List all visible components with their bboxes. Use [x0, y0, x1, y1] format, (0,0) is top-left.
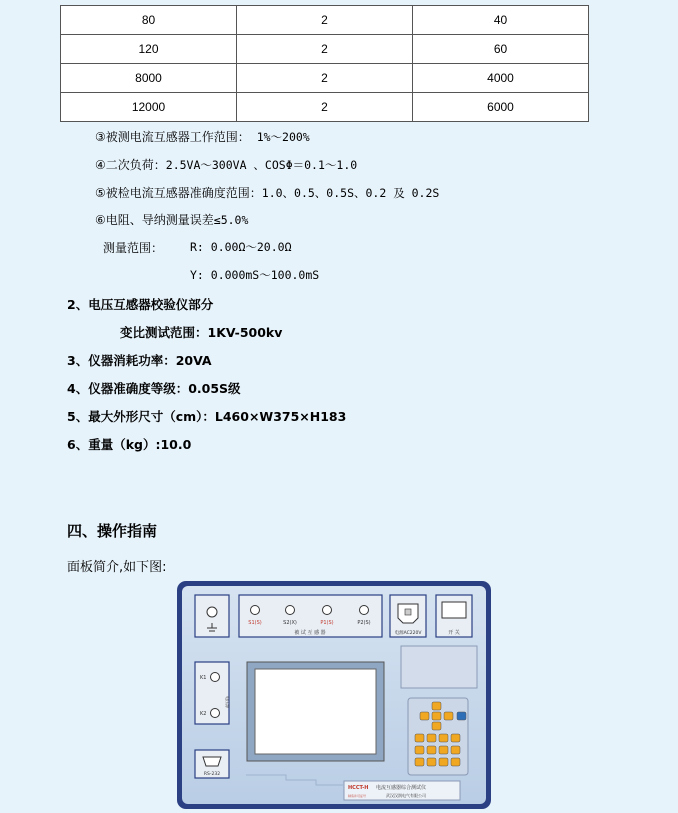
table-cell: 120 [61, 35, 237, 64]
license-label: 制造许可证号 [348, 794, 367, 798]
key-left [420, 712, 429, 720]
ct-item-4: ④二次负荷：2.5VA～300VA 、COSΦ＝0.1～1.0 [95, 158, 358, 172]
table-cell: 2 [237, 35, 413, 64]
table-cell: 12000 [61, 93, 237, 122]
ct-item-6: ⑥电阻、导纳测量误差≤5.0% [95, 213, 249, 227]
section-2-pt: 2、电压互感器校验仪部分 [67, 297, 214, 312]
maker-label: 武汉汉润电气有限公司 [386, 793, 426, 798]
ratio-table [60, 5, 589, 122]
measure-range-label: 测量范围： [103, 241, 164, 255]
power-switch [442, 602, 466, 618]
ground-terminal [207, 607, 217, 617]
section-2-ratio-range: 变比测试范围：1KV-500kv [120, 325, 283, 340]
terminal-group-label: 被 试 互 感 器 [294, 630, 326, 636]
terminal-p2 [360, 606, 369, 615]
key-up [432, 702, 441, 710]
switch-label: 开 关 [448, 630, 460, 636]
power-label: 电源AC220V [394, 631, 422, 636]
table-cell: 2 [237, 6, 413, 35]
key-number [439, 758, 448, 766]
table-cell: 2 [237, 93, 413, 122]
k2-label: K2 [200, 711, 207, 717]
section-3-power: 3、仪器消耗功率：20VA [67, 353, 212, 368]
table-cell: 4000 [413, 64, 589, 93]
model-label: HCCT-H [348, 785, 369, 791]
key-function [457, 712, 466, 720]
table-cell: 40 [413, 6, 589, 35]
terminal-s2-label: S2(X) [283, 620, 297, 626]
terminal-k2 [211, 709, 220, 718]
section-5-dimensions: 5、最大外形尺寸（cm）：L460×W375×H183 [67, 409, 347, 424]
ct-item-5: ⑤被检电流互感器准确度范围：1.0、0.5、0.5S、0.2 及 0.2S [95, 186, 440, 200]
key-number [415, 746, 424, 754]
product-label: 电流互感器综合测试仪 [376, 785, 427, 791]
table-cell: 6000 [413, 93, 589, 122]
key-right [444, 712, 453, 720]
table-row [61, 6, 589, 35]
table-cell: 8000 [61, 64, 237, 93]
terminal-p1 [323, 606, 332, 615]
table-cell: 60 [413, 35, 589, 64]
guide-intro: 面板简介,如下图: [67, 560, 167, 575]
key-number [451, 734, 460, 742]
key-number [451, 758, 460, 766]
measure-range-r: R: 0.00Ω～20.0Ω [190, 240, 292, 254]
table-row [61, 93, 589, 122]
key-down [432, 722, 441, 730]
terminal-s1-label: S1(S) [248, 620, 262, 626]
table-cell: 80 [61, 6, 237, 35]
section-6-weight: 6、重量（kg）:10.0 [67, 437, 192, 452]
table-row [61, 35, 589, 64]
k-group-label: 电压源 [225, 696, 230, 708]
ct-item-3: ③被测电流互感器工作范围： 1%～200% [95, 130, 310, 144]
key-number [415, 758, 424, 766]
key-number [427, 746, 436, 754]
front-panel-illustration [176, 580, 492, 810]
section-4-accuracy: 4、仪器准确度等级：0.05S级 [67, 381, 241, 396]
terminal-p1-label: P1(S) [320, 620, 334, 626]
terminal-s2 [286, 606, 295, 615]
k1-label: K1 [200, 675, 207, 681]
key-ok [432, 712, 441, 720]
table-cell: 2 [237, 64, 413, 93]
key-number [451, 746, 460, 754]
terminal-k1 [211, 673, 220, 682]
printer-window [401, 646, 477, 688]
key-number [427, 758, 436, 766]
rs232-label: RS-232 [203, 772, 221, 777]
terminal-s1 [251, 606, 260, 615]
key-number [427, 734, 436, 742]
key-number [415, 734, 424, 742]
terminal-p2-label: P2(S) [357, 620, 371, 626]
measure-range-y: Y: 0.000mS～100.0mS [190, 268, 320, 282]
key-number [439, 746, 448, 754]
key-number [439, 734, 448, 742]
table-row [61, 64, 589, 93]
lcd-screen [255, 669, 376, 754]
guide-heading: 四、操作指南 [67, 522, 158, 540]
rs232-port [203, 757, 221, 766]
